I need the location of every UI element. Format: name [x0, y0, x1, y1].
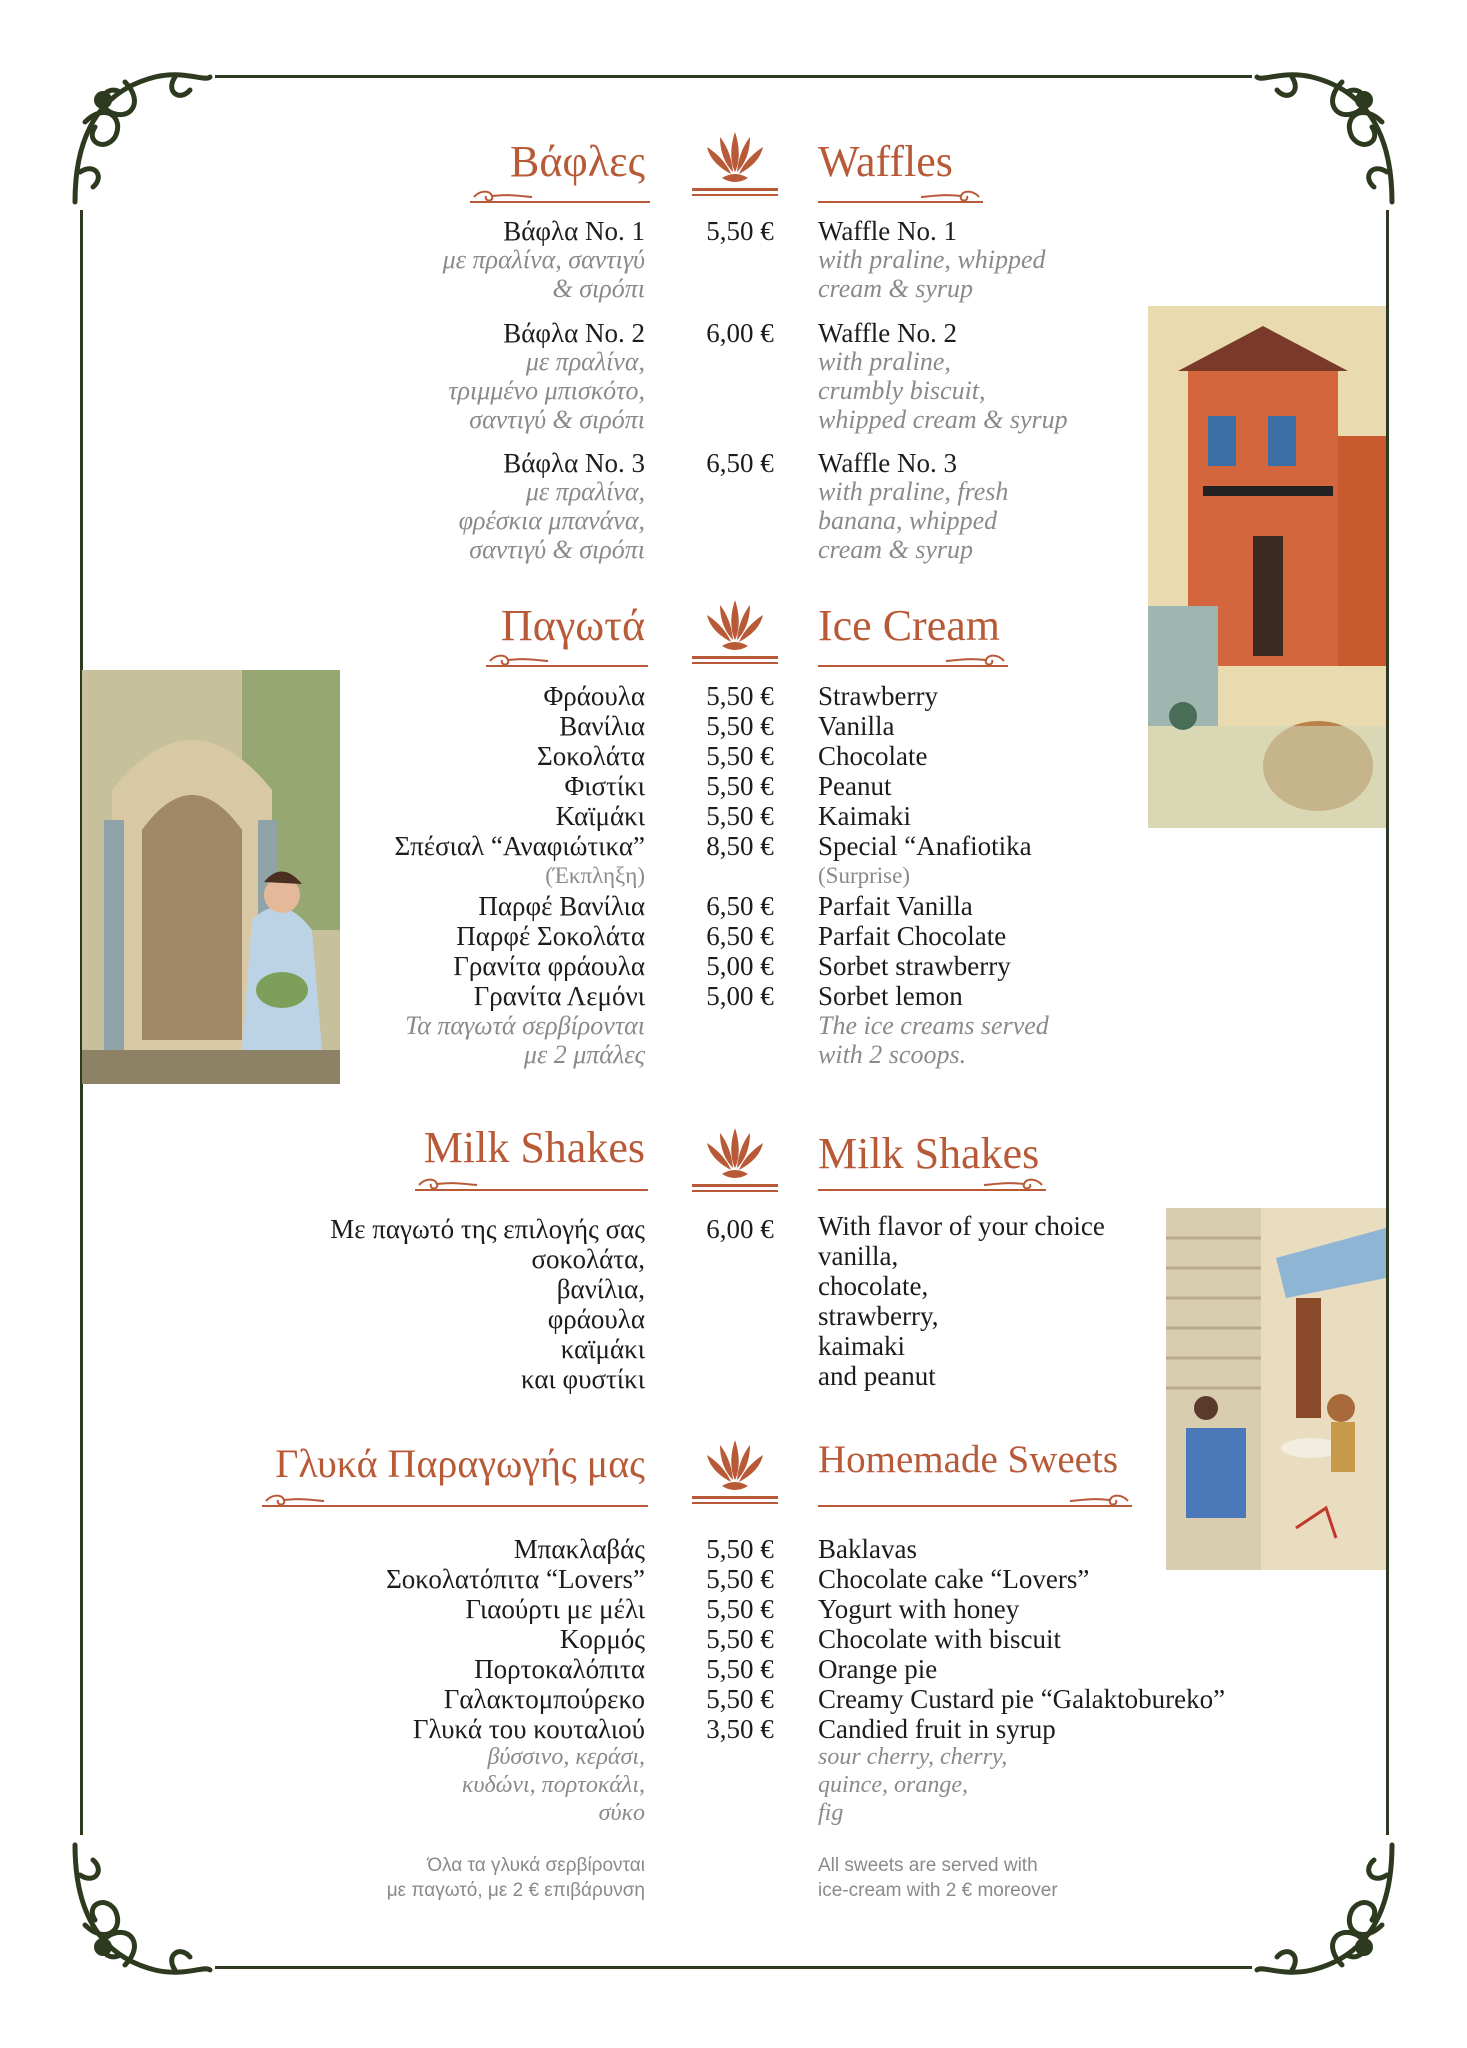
waffle-3-name-en: Waffle No. 3 — [818, 448, 958, 478]
icecream-item-gr: Φράουλα — [543, 681, 645, 711]
waffle-2-price: 6,00 € — [706, 318, 774, 348]
sweets-footer-gr: με παγωτό, με 2 € επιβάρυνση — [386, 1880, 645, 1901]
icecream-footer-en: The ice creams served — [818, 1011, 1049, 1040]
icecream-item-price: 6,50 € — [706, 921, 774, 951]
icecream-item-price: 5,00 € — [706, 981, 774, 1011]
sweet-item-price: 5,50 € — [706, 1564, 774, 1594]
sweet-item-price: 5,50 € — [706, 1684, 774, 1714]
corner-ornament-icon — [1252, 1835, 1402, 1985]
sweets-title-en: Homemade Sweets — [818, 1438, 1119, 1481]
palmette-icon — [692, 1430, 778, 1512]
sweets-title-gr: Γλυκά Παραγωγής μας — [275, 1441, 645, 1486]
flourish-divider — [415, 1176, 648, 1194]
sweet-item-en: Creamy Custard pie “Galaktobureko” — [818, 1684, 1226, 1714]
flourish-divider — [818, 188, 983, 206]
icecream-footer-gr: με 2 μπάλες — [523, 1040, 645, 1069]
waffles-title-en: Waffles — [818, 137, 953, 186]
frame-right — [1386, 210, 1389, 1835]
icecream-title-gr: Παγωτά — [501, 601, 645, 650]
milkshake-line-en: strawberry, — [818, 1301, 939, 1331]
sweet-item-gr: Γλυκά του κουταλιού — [412, 1714, 645, 1744]
sweet-item-gr: Μπακλαβάς — [513, 1534, 645, 1564]
sweet-item-price: 5,50 € — [706, 1594, 774, 1624]
waffle-2-desc-gr: με πραλίνα, — [525, 347, 645, 376]
sweets-footer-en: All sweets are served with — [818, 1855, 1038, 1876]
waffle-2-desc-gr: σαντιγύ & σιρόπι — [469, 405, 645, 434]
milkshake-price: 6,00 € — [706, 1214, 774, 1244]
milkshake-line-gr: φράουλα — [547, 1304, 645, 1334]
flourish-divider — [486, 652, 648, 670]
sweet-item-price: 5,50 € — [706, 1534, 774, 1564]
milkshake-line-gr: Με παγωτό της επιλογής σας — [330, 1214, 645, 1244]
waffle-1-desc-gr: με πραλίνα, σαντιγύ — [442, 245, 645, 274]
milkshake-line-en: vanilla, — [818, 1241, 899, 1271]
sweet-item-gr: Γαλακτομπούρεκο — [443, 1684, 645, 1714]
waffle-1-name-gr: Βάφλα No. 1 — [503, 216, 645, 246]
waffle-3-desc-gr: σαντιγύ & σιρόπι — [469, 535, 645, 564]
icecream-footer-en: with 2 scoops. — [818, 1040, 967, 1069]
sweet-item-en: Chocolate with biscuit — [818, 1624, 1061, 1654]
icecream-item-gr: Φιστίκι — [564, 771, 645, 801]
icecream-item-gr: Σπέσιαλ “Αναφιώτικα” — [394, 831, 645, 861]
frame-bottom — [215, 1966, 1252, 1969]
icecream-item-gr: Σοκολάτα — [537, 741, 645, 771]
sweet-item-gr: Πορτοκαλόπιτα — [474, 1654, 645, 1684]
sweet-item-price: 3,50 € — [706, 1714, 774, 1744]
milkshake-line-gr: σοκολάτα, — [531, 1244, 645, 1274]
sweet-spoon-desc-gr: σύκο — [598, 1800, 645, 1826]
icecream-item-price: 8,50 € — [706, 831, 774, 861]
sweet-spoon-desc-gr: βύσσινο, κεράσι, — [487, 1744, 645, 1770]
icecream-item-en: Peanut — [818, 771, 892, 801]
icecream-item-gr: Γρανίτα Λεμόνι — [473, 981, 645, 1011]
sweet-item-en: Chocolate cake “Lovers” — [818, 1564, 1090, 1594]
icecream-item-price: 5,00 € — [706, 951, 774, 981]
waffle-3-name-gr: Βάφλα No. 3 — [503, 448, 645, 478]
flourish-divider — [470, 188, 650, 206]
palmette-icon — [692, 122, 778, 204]
flourish-divider — [262, 1492, 648, 1510]
icecream-note-gr: (Έκπληξη) — [545, 863, 645, 888]
corner-ornament-icon — [65, 62, 215, 212]
waffle-3-price: 6,50 € — [706, 448, 774, 478]
milkshake-line-en: kaimaki — [818, 1331, 905, 1361]
waffle-1-desc-gr: & σιρόπι — [552, 274, 645, 303]
icecream-item-en: Parfait Vanilla — [818, 891, 973, 921]
icecream-footer-gr: Τα παγωτά σερβίρονται — [405, 1011, 645, 1040]
icecream-item-en: Strawberry — [818, 681, 938, 711]
flourish-divider — [818, 1176, 1046, 1194]
sweet-item-en: Yogurt with honey — [818, 1594, 1020, 1624]
icecream-item-gr: Βανίλια — [559, 711, 645, 741]
waffle-2-desc-en: whipped cream & syrup — [818, 405, 1068, 434]
palmette-icon — [692, 590, 778, 672]
corner-ornament-icon — [1252, 62, 1402, 212]
waffle-2-desc-gr: τριμμένο μπισκότο, — [448, 376, 645, 405]
corner-ornament-icon — [65, 1835, 215, 1985]
milkshakes-title-gr: Milk Shakes — [423, 1123, 645, 1172]
waffle-1-desc-en: cream & syrup — [818, 274, 974, 303]
sweets-footer-gr: Όλα τα γλυκά σερβίρονται — [427, 1855, 645, 1876]
waffle-2-desc-en: with praline, — [818, 347, 951, 376]
icecream-item-gr: Παρφέ Σοκολάτα — [456, 921, 645, 951]
milkshake-line-en: chocolate, — [818, 1271, 929, 1301]
milkshake-line-en: and peanut — [818, 1361, 936, 1391]
painting-fountain — [82, 670, 340, 1084]
sweet-spoon-desc-en: quince, orange, — [818, 1772, 968, 1798]
milkshake-line-gr: βανίλια, — [556, 1274, 645, 1304]
waffle-3-desc-gr: με πραλίνα, — [525, 477, 645, 506]
icecream-item-en: Sorbet lemon — [818, 981, 963, 1011]
sweet-item-en: Candied fruit in syrup — [818, 1714, 1056, 1744]
sweet-item-gr: Γιαούρτι με μέλι — [465, 1594, 645, 1624]
waffle-1-desc-en: with praline, whipped — [818, 245, 1046, 274]
milkshake-line-gr: καϊμάκι — [560, 1334, 645, 1364]
icecream-item-price: 6,50 € — [706, 891, 774, 921]
frame-top — [215, 75, 1252, 78]
icecream-item-en: Sorbet strawberry — [818, 951, 1011, 981]
milkshake-line-en: With flavor of your choice — [818, 1211, 1105, 1241]
sweet-item-en: Baklavas — [818, 1534, 917, 1564]
waffle-2-desc-en: crumbly biscuit, — [818, 376, 986, 405]
icecream-item-gr: Παρφέ Βανίλια — [478, 891, 645, 921]
waffle-3-desc-gr: φρέσκια μπανάνα, — [458, 506, 645, 535]
icecream-item-price: 5,50 € — [706, 741, 774, 771]
waffle-2-name-en: Waffle No. 2 — [818, 318, 958, 348]
milkshake-line-gr: και φυστίκι — [520, 1364, 645, 1394]
flourish-divider — [818, 652, 1008, 670]
sweet-spoon-desc-en: sour cherry, cherry, — [818, 1744, 1008, 1770]
milkshakes-title-en: Milk Shakes — [818, 1129, 1040, 1178]
waffles-title-gr: Βάφλες — [509, 137, 645, 186]
icecream-item-en: Parfait Chocolate — [818, 921, 1007, 951]
sweet-item-gr: Κορμός — [559, 1624, 645, 1654]
sweet-spoon-desc-en: fig — [818, 1800, 844, 1826]
waffle-2-name-gr: Βάφλα No. 2 — [503, 318, 645, 348]
icecream-item-gr: Γρανίτα φράουλα — [453, 951, 645, 981]
icecream-item-price: 5,50 € — [706, 681, 774, 711]
icecream-title-en: Ice Cream — [818, 601, 1000, 650]
waffle-3-desc-en: with praline, fresh — [818, 477, 1009, 506]
palmette-icon — [692, 1118, 778, 1200]
sweet-item-en: Orange pie — [818, 1654, 938, 1684]
waffle-3-desc-en: banana, whipped — [818, 506, 998, 535]
icecream-note-en: (Surprise) — [818, 863, 910, 888]
sweets-footer-en: ice-cream with 2 € moreover — [818, 1880, 1058, 1901]
icecream-item-en: Vanilla — [818, 711, 895, 741]
sweet-item-price: 5,50 € — [706, 1654, 774, 1684]
icecream-item-price: 5,50 € — [706, 711, 774, 741]
flourish-divider — [818, 1492, 1132, 1510]
painting-taverna — [1166, 1208, 1386, 1570]
waffle-1-price: 5,50 € — [706, 216, 774, 246]
icecream-item-en: Kaimaki — [818, 801, 911, 831]
sweet-item-price: 5,50 € — [706, 1624, 774, 1654]
waffle-1-name-en: Waffle No. 1 — [818, 216, 958, 246]
icecream-item-price: 5,50 € — [706, 801, 774, 831]
icecream-item-price: 5,50 € — [706, 771, 774, 801]
icecream-item-en: Special “Anafiotika — [818, 831, 1032, 861]
sweet-item-gr: Σοκολατόπιτα “Lovers” — [386, 1564, 645, 1594]
painting-house — [1148, 306, 1386, 828]
icecream-item-en: Chocolate — [818, 741, 928, 771]
icecream-item-gr: Καϊμάκι — [555, 801, 645, 831]
waffle-3-desc-en: cream & syrup — [818, 535, 974, 564]
sweet-spoon-desc-gr: κυδώνι, πορτοκάλι, — [461, 1772, 645, 1798]
